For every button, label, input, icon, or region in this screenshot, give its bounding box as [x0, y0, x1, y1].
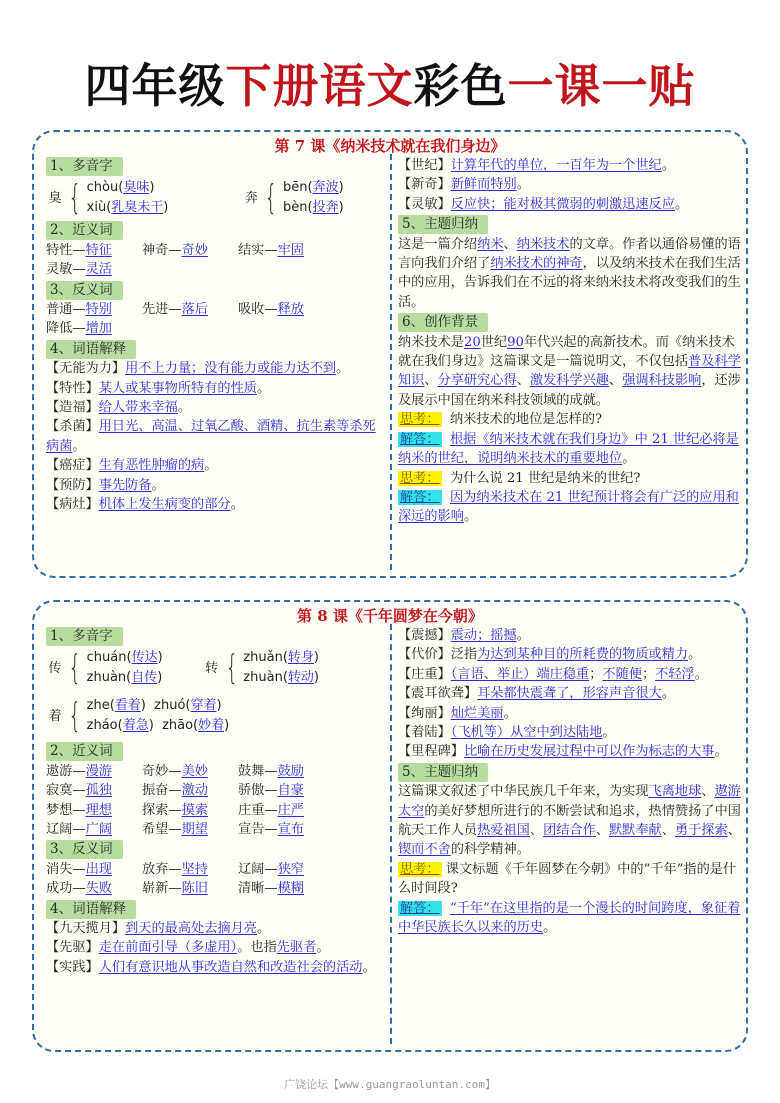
- definition-item: 【震耳欲聋】耳朵都快震聋了，形容声音很大。: [398, 686, 675, 702]
- synonym-pair: 奇妙—美妙: [142, 763, 208, 779]
- background-paragraph: 纳米技术是20世纪90年代兴起的高新技术。而《纳米技术就在我们身边》这篇课文是一篇说明文，不仅包括普及科学知识、分享研究心得、激发科学兴趣、强调科技影响，还涉及展示中国在纳米科技领域的成就。: [398, 334, 741, 408]
- reading: bèn(投奔): [283, 200, 344, 216]
- brace-icon: {: [224, 648, 238, 689]
- section-heading-definitions: 4、词语解释: [46, 340, 136, 359]
- definition-item: 【杀菌】用日光、高温、过氧乙酸、酒精、抗生素等杀死病菌。: [46, 419, 376, 454]
- section-heading-synonyms: 2、近义词: [46, 221, 123, 240]
- synonym-pair: 结实—牢固: [238, 242, 304, 258]
- polyphone-item: [46, 178, 168, 218]
- antonym-pair: 放弃—坚持: [142, 861, 208, 877]
- definition-item: 【癌症】生有恶性肿瘤的病。: [46, 458, 218, 474]
- antonym-pair: 降低—增加: [46, 321, 112, 337]
- brace-icon: {: [68, 648, 82, 689]
- lesson-7-left-column: [46, 156, 386, 515]
- example-word: 投奔: [312, 200, 339, 216]
- synonym-row: [46, 820, 386, 839]
- section-heading-theme: 5、主题归纳: [398, 215, 488, 234]
- definition-item: 【造福】给人带来幸福。: [46, 400, 192, 416]
- lesson-7-card: [32, 130, 748, 578]
- polyphone-item: [46, 648, 163, 688]
- title-part-4: 一课一贴: [507, 59, 696, 113]
- synonym-row: [46, 762, 386, 781]
- definition-item: 【代价】泛指为达到某种目的所耗费的物质或精力。: [398, 647, 702, 663]
- footer-watermark: 广饶论坛【www.guangraoluntan.com】: [284, 1078, 496, 1091]
- theme-paragraph: 这篇课文叙述了中华民族几千年来，为实现飞离地球、遨游太空的美好梦想所进行的不断尝试和追求，热情赞扬了中国航天工作人员热爱祖国、团结合作、默默奉献、勇于探索、锲而不舍的科学精神。: [398, 784, 741, 858]
- title-part-3: 彩色: [413, 59, 508, 113]
- example-word: 臭味: [123, 180, 150, 196]
- synonym-pair: 振奋—激动: [142, 783, 208, 799]
- synonym-row: [46, 241, 386, 260]
- reading: zhuàn(转动): [243, 670, 319, 686]
- definition-item: 【庄重】（言语、举止）端庄稳重；不随便；不轻浮。: [398, 666, 708, 682]
- section-heading-background: 6、创作背景: [398, 313, 488, 332]
- polyphone-char: 着: [48, 708, 62, 724]
- synonym-pair: 希望—期望: [142, 822, 208, 838]
- definition-item: 【灵敏】反应快；能对极其微弱的刺激迅速反应。: [398, 196, 689, 212]
- synonym-pair: 庄重—庄严: [238, 802, 304, 818]
- example-word: 乳臭未干: [111, 200, 164, 216]
- answer: 解答： “千年”在这里指的是一个漫长的时间跨度，象征着中华民族长久以来的历史。: [398, 900, 741, 936]
- think-question: 思考： 课文标题《千年圆梦在今朝》中的“千年”指的是什么时间段?: [398, 861, 737, 897]
- synonym-pair: 灵敏—灵活: [46, 262, 112, 278]
- brace-icon: {: [264, 178, 278, 219]
- brace-icon: {: [68, 696, 82, 737]
- column-divider: [390, 624, 392, 1044]
- theme-paragraph: 这是一篇介绍纳米、纳米技术的文章。作者以通俗易懂的语言向我们介绍了纳米技术的神奇，以及纳米技术在我们生活中的应用，告诉我们在不远的将来纳米技术将改变我们的生活。: [398, 236, 741, 310]
- reading: zháo(着急) zhāo(妙着): [86, 718, 230, 734]
- definition-item: 【里程碑】比喻在历史发展过程中可以作为标志的大事。: [398, 744, 728, 760]
- polyphone-char: 转: [205, 660, 219, 676]
- title-part-1: 四年级: [84, 59, 226, 113]
- reading: zhuǎn(转身): [243, 650, 319, 666]
- think-label: 思考：: [400, 470, 440, 486]
- section-heading-polyphones: 1、多音字: [46, 627, 123, 646]
- antonym-pair: 崭新—陈旧: [142, 881, 208, 897]
- definition-item: 【绚丽】灿烂美丽。: [398, 705, 517, 721]
- section-heading-antonyms: 3、反义词: [46, 840, 123, 859]
- synonym-pair: 探索—摸索: [142, 802, 208, 818]
- think-label: 思考：: [400, 861, 440, 877]
- lesson-8-card: [32, 600, 748, 1052]
- definition-item: 【特性】某人或某事物所特有的性质。: [46, 380, 271, 396]
- definition-item: 【着陆】（飞机等）从空中到达陆地。: [398, 725, 616, 741]
- antonym-row: [46, 860, 386, 879]
- synonym-row: [46, 781, 386, 800]
- definition-item: 【九天揽月】到天的最高处去摘月亮。: [46, 921, 271, 937]
- antonym-pair: 清晰—模糊: [238, 881, 304, 897]
- definition-item: 【震撼】震动；摇撼。: [398, 628, 530, 643]
- answer-label: 解答：: [400, 431, 440, 447]
- title-part-2: 下册语文: [225, 59, 414, 113]
- antonym-pair: 吸收—释放: [238, 302, 304, 318]
- polyphone-item: [46, 696, 386, 736]
- lesson-8-left-column: [46, 626, 386, 977]
- definition-item: 【先驱】走在前面引导（多虚用）。也指先驱者。: [46, 940, 330, 956]
- section-heading-polyphones: 1、多音字: [46, 157, 123, 176]
- lesson-7-right-column: [398, 156, 742, 527]
- lesson-8-right-column: [398, 626, 742, 938]
- think-label: 思考：: [400, 412, 440, 428]
- definition-item: 【病灶】机体上发生病变的部分。: [46, 497, 244, 513]
- lesson-7-title: 第 7 课《纳米技术就在我们身边》: [274, 137, 506, 155]
- synonym-pair: 梦想—理想: [46, 802, 112, 818]
- synonym-pair: 骄傲—自豪: [238, 783, 304, 799]
- polyphone-char: 奔: [244, 190, 258, 206]
- section-heading-definitions: 4、词语解释: [46, 900, 136, 919]
- definition-item: 【预防】事先防备。: [46, 477, 165, 493]
- reading: zhuàn(自传): [86, 670, 163, 686]
- reading: bēn(奔波): [283, 180, 344, 196]
- synonym-row: [46, 801, 386, 820]
- antonym-row: [46, 300, 386, 319]
- reading: chuán(传达): [86, 650, 163, 666]
- antonym-pair: 先进—落后: [142, 302, 208, 318]
- answer-label: 解答：: [400, 489, 440, 505]
- definition-item: 【世纪】计算年代的单位，一百年为一个世纪。: [398, 158, 675, 173]
- example-word: 奔波: [312, 180, 339, 196]
- polyphone-item: [203, 648, 319, 688]
- column-divider: [390, 154, 392, 570]
- synonym-pair: 鼓舞—鼓励: [238, 763, 304, 779]
- reading: xiù(乳臭未干): [86, 200, 169, 216]
- think-question: 思考： 为什么说 21 世纪是纳米的世纪?: [400, 470, 641, 486]
- section-heading-synonyms: 2、近义词: [46, 742, 123, 761]
- synonym-pair: 遨游—漫游: [46, 763, 112, 779]
- antonym-row: [46, 879, 386, 898]
- answer-label: 解答：: [400, 900, 440, 916]
- definition-item: 【无能为力】用不上力量；没有能力或能力达不到。: [46, 361, 350, 377]
- polyphone-item: [242, 178, 343, 218]
- section-heading-antonyms: 3、反义词: [46, 281, 123, 300]
- antonym-pair: 辽阔—狭窄: [238, 861, 304, 877]
- lesson-8-title: 第 8 课《千年圆梦在今朝》: [297, 607, 483, 625]
- polyphone-group: [46, 646, 386, 690]
- polyphone-char: 臭: [48, 190, 62, 206]
- synonym-pair: 辽阔—广阔: [46, 822, 112, 838]
- antonym-pair: 消失—出现: [46, 861, 112, 877]
- polyphone-group: [46, 176, 386, 220]
- section-heading-theme: 5、主题归纳: [398, 763, 488, 782]
- brace-icon: {: [68, 178, 82, 219]
- synonym-pair: 寂寞—孤独: [46, 783, 112, 799]
- synonym-row: [46, 260, 386, 279]
- answer: 解答： 因为纳米技术在 21 世纪预计将会有广泛的应用和深远的影响。: [398, 489, 739, 525]
- antonym-pair: 成功—失败: [46, 881, 112, 897]
- page-title: [0, 58, 780, 114]
- reading: zhe(看着) zhuó(穿着): [86, 698, 222, 714]
- reading: chòu(臭味): [86, 180, 155, 196]
- synonym-pair: 神奇—奇妙: [142, 242, 208, 258]
- polyphone-char: 传: [48, 660, 62, 676]
- synonym-pair: 特性—特征: [46, 242, 112, 258]
- antonym-pair: 普通—特别: [46, 302, 112, 318]
- synonym-pair: 宣告—宣布: [238, 822, 304, 838]
- think-question: 思考： 纳米技术的地位是怎样的?: [400, 412, 603, 428]
- definition-item: 【实践】人们有意识地从事改造自然和改造社会的活动。: [46, 959, 376, 975]
- antonym-row: [46, 319, 386, 338]
- definition-item: 【新奇】新鲜而特别。: [398, 177, 530, 193]
- answer: 解答： 根据《纳米技术就在我们身边》中 21 世纪必将是纳米的世纪，说明纳米技术的重要地位。: [398, 431, 739, 467]
